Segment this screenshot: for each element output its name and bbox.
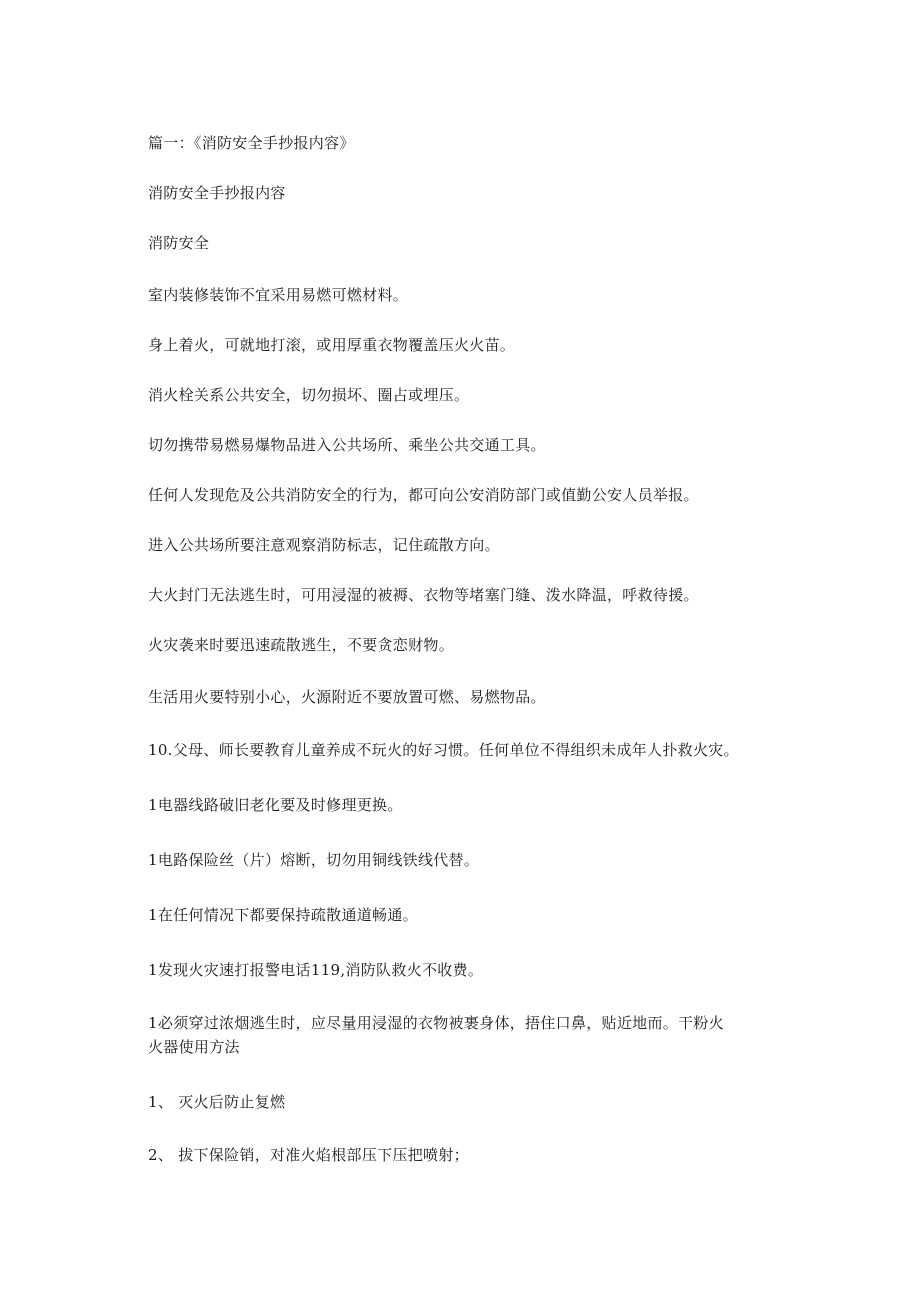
paragraph-item: 1电器线路破旧老化要及时修理更换。	[148, 796, 403, 814]
document-heading: 消防安全手抄报内容	[148, 184, 286, 202]
paragraph-item: 进入公共场所要注意观察消防标志，记住疏散方向。	[148, 536, 500, 554]
paragraph-item: 1发现火灾速打报警电话119,消防队救火不收费。	[148, 961, 484, 979]
paragraph-item: 生活用火要特别小心，火源附近不要放置可燃、易燃物品。	[148, 688, 546, 706]
paragraph-item: 室内装修装饰不宜采用易燃可燃材料。	[148, 286, 409, 304]
paragraph-item: 大火封门无法逃生时，可用浸湿的被褥、衣物等堵塞门缝、泼水降温，呼救待援。	[148, 586, 699, 604]
paragraph-item: 任何人发现危及公共消防安全的行为，都可向公安消防部门或值勤公安人员举报。	[148, 486, 699, 504]
paragraph-item: 10.父母、师长要教育儿童养成不玩火的好习惯。任何单位不得组织未成年人扑救火灾。	[148, 741, 739, 759]
paragraph-item: 切勿携带易燃易爆物品进入公共场所、乘坐公共交通工具。	[148, 436, 546, 454]
paragraph-long: 1必须穿过浓烟逃生时，应尽量用浸湿的衣物被裹身体，捂住口鼻，贴近地而。干粉火火器使用方法	[148, 1014, 724, 1056]
step-item: 1、 灭火后防止复燃	[148, 1093, 286, 1111]
paragraph-item: 火灾袭来时要迅速疏散逃生，不要贪恋财物。	[148, 636, 455, 654]
paragraph-item: 消火栓关系公共安全，切勿损坏、圈占或埋压。	[148, 386, 470, 404]
document-subheading: 消防安全	[148, 234, 210, 252]
paragraph-item: 1在任何情况下都要保持疏散通道畅通。	[148, 906, 418, 924]
paragraph-item: 身上着火，可就地打滚，或用厚重衣物覆盖压火火苗。	[148, 336, 516, 354]
paragraph-item: 1电路保险丝（片）熔断，切勿用铜线铁线代替。	[148, 851, 480, 869]
document-title-line: 篇一：《消防安全手抄报内容》	[148, 134, 355, 152]
step-item: 2、 拔下保险销，对准火焰根部压下压把喷射；	[148, 1146, 469, 1164]
